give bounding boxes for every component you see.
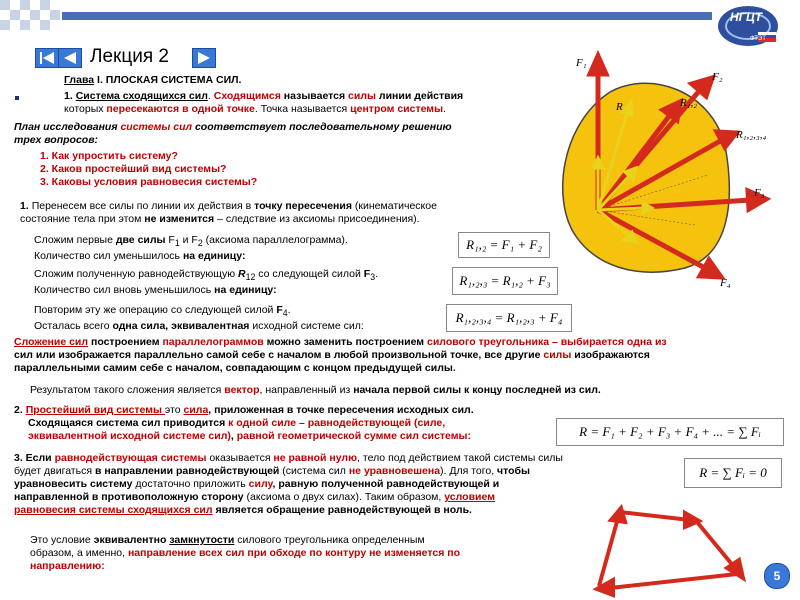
step1-e: состояние тела при этом	[20, 213, 145, 225]
label-f4: F₄	[720, 277, 731, 289]
plan-questions	[40, 150, 257, 189]
plan-line2: трех вопросов:	[14, 134, 99, 146]
add3-e: одна сила, эквивалентная	[112, 320, 250, 333]
rigid-body-shape	[563, 83, 730, 272]
page-number-badge	[764, 563, 790, 589]
add3-d: Осталась всего	[34, 320, 113, 333]
add2-b-sub: 12	[245, 272, 256, 283]
step1-paragraph	[20, 200, 520, 226]
step3-a: 3. Если	[14, 452, 55, 464]
intro-num: 1.	[64, 90, 73, 102]
closure-a: Это условие	[30, 534, 94, 546]
question-2: 2. Каков простейший вид системы?	[40, 163, 227, 175]
step2-d: сила	[183, 404, 209, 416]
add3-b-sub: 4	[282, 308, 288, 319]
intro-p3: называется	[280, 90, 349, 102]
closure-line2b: направление всех сил при обходе по контуру не изменяется по	[127, 547, 461, 559]
step3-line3d: , равную полученной равнодействующей и	[272, 478, 500, 490]
force-f1-arrowhead	[590, 56, 606, 74]
corner-checker-pattern	[0, 0, 62, 36]
formula-resultant-sum: R = F₁ + F₂ + F₃ + F₄ + ... = ∑ Fᵢ	[556, 418, 784, 446]
step3-line2a: будет двигаться	[14, 465, 95, 477]
polygon-side-2	[697, 522, 735, 568]
intro-p4: силы	[348, 90, 376, 102]
logo-subtext: ФТЭТ	[750, 36, 766, 42]
add2-e: .	[375, 268, 378, 280]
plan-line1a: План исследования	[14, 121, 121, 133]
step3-e: , тело под действием такой системы силы	[357, 452, 563, 464]
polygon-side-1	[620, 512, 690, 520]
polygon-arrowhead-4	[611, 508, 625, 522]
closure-e: силового треугольника определенным	[234, 534, 425, 546]
formula-r1234: R₁,₂,₃,₄ = R₁,₂,₃ + F₄	[446, 304, 572, 332]
closure-paragraph	[30, 534, 550, 573]
page-number: 5	[773, 569, 781, 583]
step3-paragraph	[14, 452, 584, 517]
step2-b: Простейший вид системы	[25, 404, 165, 416]
tr-line2a: сил или изображается параллельно самой себе с началом в любой произвольной точке, все другие	[14, 349, 544, 361]
add3-b: F	[276, 304, 283, 316]
step1-f: не изменится	[144, 213, 215, 225]
prev-arrow-icon	[59, 49, 81, 67]
tr-line2c: изображаются	[571, 349, 650, 361]
step3-line4a: направленной в противоположную сторону	[14, 491, 244, 503]
step3-line2f: чтобы	[497, 465, 530, 477]
intro-p7: пересекаются в одной точке	[106, 103, 255, 115]
force-f4-arrowhead	[700, 260, 721, 277]
polygon-side-4	[599, 518, 618, 586]
plan-paragraph	[14, 121, 534, 147]
question-1: 1. Как упростить систему?	[40, 150, 178, 162]
next-arrow-icon	[193, 49, 215, 67]
step2-e: , приложенная в точке пересечения исходных сил.	[208, 404, 474, 416]
tr-line3: параллельными самим себе с началом, совпадающим с концом предыдущей силы	[14, 362, 453, 374]
intro-p5: линии действия	[375, 90, 464, 102]
step2-line3a: эквивалентной исходной системе сил)	[28, 430, 231, 442]
formula-equilibrium: R = ∑ Fᵢ = 0	[684, 458, 782, 488]
result-paragraph	[30, 384, 730, 397]
header-bar	[62, 12, 712, 20]
formula-r12: R₁,₂ = F₁ + F₂	[458, 232, 550, 258]
bullet-square	[15, 96, 19, 100]
closure-b: эквивалентно	[93, 534, 167, 546]
add1-f: Количество сил уменьшилось	[34, 250, 183, 263]
closure-d: замкнутости	[169, 534, 235, 546]
result-a: Результатом такого сложения является	[30, 384, 225, 396]
step3-line2c: (система сил	[279, 465, 349, 477]
add2-f: Количество сил вновь уменьшилось	[34, 284, 215, 297]
step3-line3a: уравновесить систему	[14, 478, 133, 490]
step1-c: точку пересечения	[254, 200, 352, 212]
step3-c: оказывается	[206, 452, 274, 464]
question-3: 3. Каковы условия равновесия системы?	[40, 176, 258, 188]
tr-d: можно заменить построением	[263, 336, 427, 348]
intro-p10: .	[443, 103, 446, 115]
intro-paragraph	[64, 90, 544, 116]
add3-c: .	[287, 304, 291, 316]
lecture-title: Лекция 2	[90, 46, 169, 67]
intro-p9: центром системы	[350, 103, 444, 115]
add1-a: Сложим первые	[34, 234, 116, 246]
next-page-button[interactable]	[192, 48, 216, 68]
closure-line2a: образом, а именно,	[30, 547, 128, 559]
step2-a: 2.	[14, 404, 26, 416]
tr-b: построением	[88, 336, 163, 348]
first-page-icon	[36, 49, 58, 67]
step3-line3b: достаточно приложить	[132, 478, 249, 490]
label-r1234: R₁,₂,₃,₄	[736, 129, 767, 141]
triangle-rule-paragraph	[14, 336, 784, 375]
step3-d: не равной нулю	[273, 452, 358, 464]
formula-r123: R₁,₂,₃ = R₁,₂ + F₃	[452, 267, 558, 295]
result-c: , направленный из	[259, 384, 354, 396]
step3-line3c: силу	[248, 478, 273, 490]
step3-line5a: равновесия системы сходящихся сил	[14, 504, 213, 516]
result-d: начала первой силы к концу последней из сил.	[353, 384, 601, 396]
add3-paragraph	[34, 304, 454, 333]
add2-c: со следующей силой	[255, 268, 364, 280]
add1-d: и F	[179, 234, 198, 246]
add1-e: (аксиома параллелограмма).	[202, 234, 348, 246]
label-r12: R₁,₂	[680, 97, 698, 109]
tr-e: силового треугольника – выбирается одна из	[427, 336, 667, 348]
logo-text: НГЦТ	[730, 10, 763, 24]
add2-paragraph	[34, 268, 454, 297]
logo	[716, 4, 780, 48]
step1-g: – следствие из аксиомы присоединения).	[214, 213, 420, 225]
step3-line4b: (аксиома о двух силах). Таким образом,	[243, 491, 445, 503]
step1-d: (кинематическое	[351, 200, 437, 212]
step2-line2b: к одной силе – равнодействующей (силе,	[228, 417, 446, 429]
step2-line2a: Сходящаяся система сил приводится	[28, 417, 229, 429]
step2-paragraph	[14, 404, 554, 443]
closed-force-polygon	[585, 500, 755, 600]
step3-line2d: не уравновешена	[348, 465, 441, 477]
label-f2: F₂	[712, 71, 723, 83]
result-b: вектор	[224, 384, 260, 396]
tr-line2b: силы	[543, 349, 572, 361]
add1-g: на единицу:	[182, 250, 246, 263]
intro-term: Система сходящихся сил	[75, 90, 208, 102]
step2-c: это	[164, 404, 184, 416]
force-system-diagram	[540, 50, 780, 300]
add1-c: F	[165, 234, 175, 246]
step3-line2e: ). Для того,	[440, 465, 498, 477]
intro-p2: Сходящимся	[213, 90, 281, 102]
add1-b: две силы	[115, 234, 166, 246]
intro-p1: .	[207, 90, 214, 102]
first-page-button[interactable]	[35, 48, 59, 68]
add1-d-sub: 2	[197, 238, 203, 249]
chapter-label: Глава	[64, 74, 95, 86]
plan-line1c: соответствует последовательному решению	[192, 121, 452, 133]
label-r: R	[616, 101, 623, 113]
label-f1: F₁	[576, 57, 587, 69]
add2-d: F	[363, 268, 371, 280]
add1-paragraph	[34, 234, 454, 263]
plan-line1b: системы сил	[120, 121, 193, 133]
step3-line4c: условием	[444, 491, 495, 503]
chapter-text: I. ПЛОСКАЯ СИСТЕМА СИЛ.	[97, 74, 242, 86]
step1-a: 1.	[20, 200, 32, 212]
tr-line3end: .	[452, 362, 456, 374]
chapter-heading	[64, 74, 241, 86]
add2-d-sub: 3	[370, 272, 376, 283]
add2-b: R	[238, 268, 246, 280]
step3-line2b: в направлении равнодействующей	[94, 465, 280, 477]
label-f3: F₃	[754, 187, 765, 199]
step2-line3c: равной геометрической сумме сил системы:	[236, 430, 471, 442]
prev-page-button[interactable]	[58, 48, 82, 68]
step3-b: равнодействующая системы	[54, 452, 207, 464]
step3-line5b: является обращение равнодействующей в ноль.	[212, 504, 472, 516]
add2-a: Сложим полученную равнодействующую	[34, 268, 239, 280]
intro-p6: которых	[64, 103, 107, 115]
step2-line3b: ,	[230, 430, 237, 442]
tr-c: параллелограммов	[162, 336, 264, 348]
tr-a: Сложение сил	[14, 336, 89, 348]
add3-a: Повторим эту же операцию со следующей силой	[34, 304, 277, 316]
intro-p8: . Точка называется	[254, 103, 351, 115]
polygon-side-3	[610, 574, 737, 588]
add2-g: на единицу:	[214, 284, 277, 297]
closure-line3: направлению:	[30, 560, 105, 572]
add3-f: исходной системе сил:	[249, 320, 364, 333]
add1-c-sub: 1	[174, 238, 180, 249]
step1-b: Перенесем все силы по линии их действия в	[31, 200, 255, 212]
